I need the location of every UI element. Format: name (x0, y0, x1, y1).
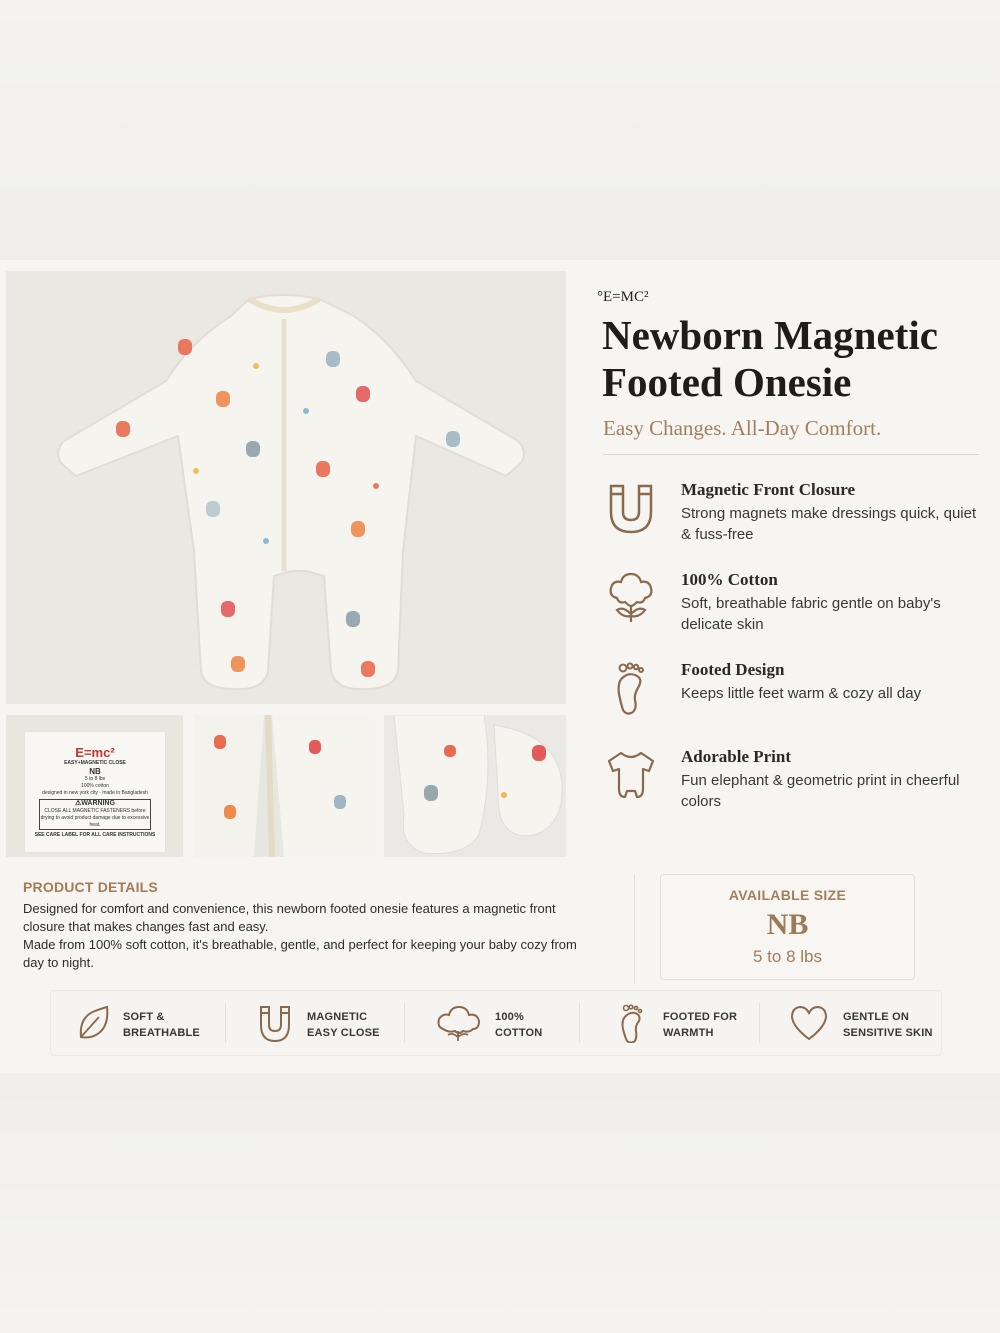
footprint-icon (617, 1003, 647, 1043)
magnet-icon (255, 1003, 295, 1043)
feature-magnetic-closure (603, 480, 993, 560)
badge-magnetic (255, 991, 405, 1055)
badge-label: SOFT & BREATHABLE (123, 1011, 200, 1039)
details-paragraph: Made from 100% soft cotton, it's breathable, gentle, and perfect for keeping your baby cozy from day to night. (23, 937, 577, 970)
badge-soft-breathable (73, 991, 223, 1055)
feature-name: Footed Design (681, 660, 785, 679)
tag-size: NB (89, 767, 101, 776)
clothing-tag (24, 731, 166, 853)
tag-line: EASY+MAGNETIC CLOSE (64, 760, 126, 766)
divider (603, 454, 979, 455)
tag-warning-text: CLOSE ALL MAGNETIC FASTENERS before drying to avoid product damage due to excessive heat. (40, 808, 150, 828)
badge-label: MAGNETIC EASY CLOSE (307, 1011, 380, 1039)
product-details-text (23, 900, 583, 972)
badge-separator (404, 1003, 405, 1043)
badge-separator (579, 1003, 580, 1043)
bottom-backdrop (0, 1073, 1000, 1333)
feature-description: Keeps little feet warm & cozy all day (681, 685, 922, 702)
badge-label: GENTLE ON SENSITIVE SKIN (843, 1011, 933, 1039)
cotton-cloud-icon (435, 1003, 481, 1043)
feature-print (603, 747, 993, 827)
feature-description: Fun elephant & geometric print in cheerful colors (681, 772, 960, 810)
feature-description: Soft, breathable fabric gentle on baby's delicate skin (681, 595, 941, 633)
size-value: NB (766, 908, 809, 941)
feature-cotton (603, 570, 993, 650)
size-range: 5 to 8 lbs (753, 947, 822, 966)
product-details-heading: PRODUCT DETAILS (23, 879, 158, 895)
main-product-photo[interactable] (6, 271, 566, 704)
product-title: Newborn Magnetic Footed Onesie (602, 312, 938, 405)
badge-separator (759, 1003, 760, 1043)
details-paragraph: Designed for comfort and convenience, this newborn footed onesie features a magnetic front closure that makes changes fast and easy. (23, 901, 556, 934)
feature-footed (603, 660, 993, 740)
available-size-box (660, 874, 915, 980)
leaf-icon (73, 1003, 113, 1043)
badge-cotton (435, 991, 585, 1055)
tag-warning-title: ⚠WARNING (74, 800, 116, 807)
tag-weight: 5 to 8 lbs (84, 776, 106, 782)
size-label: AVAILABLE SIZE (728, 887, 847, 903)
tag-logo: E=mc² (75, 745, 115, 760)
thumbnail-label-tag[interactable] (6, 715, 183, 857)
badge-separator (225, 1003, 226, 1043)
badge-gentle (789, 991, 939, 1055)
badge-label: FOOTED FOR WARMTH (663, 1011, 738, 1039)
tag-care: SEE CARE LABEL FOR ALL CARE INSTRUCTIONS (34, 832, 156, 838)
product-card (0, 260, 1000, 1073)
magnet-icon (603, 480, 659, 536)
section-divider (634, 874, 635, 984)
onesie-illustration (6, 271, 566, 704)
feature-name: Adorable Print (681, 747, 792, 766)
closure-illustration (194, 715, 374, 857)
feature-description: Strong magnets make dressings quick, quiet & fuss-free (681, 505, 977, 543)
badge-label: 100% COTTON (495, 1011, 543, 1039)
tag-fabric: 100% cotton (81, 783, 109, 789)
heart-icon (789, 1003, 829, 1043)
thumbnail-closure[interactable] (194, 715, 374, 857)
brand-logo: °E=MC² (597, 289, 649, 305)
benefit-badges (50, 990, 942, 1056)
thumbnail-feet[interactable] (384, 715, 566, 857)
feet-illustration (384, 715, 566, 857)
foot-icon (603, 660, 659, 716)
feature-name: 100% Cotton (681, 570, 778, 589)
feature-name: Magnetic Front Closure (681, 480, 856, 499)
onesie-icon (603, 747, 659, 803)
top-backdrop (0, 0, 1000, 260)
product-tagline: Easy Changes. All-Day Comfort. (603, 416, 882, 440)
cotton-flower-icon (603, 570, 659, 626)
badge-footed (617, 991, 767, 1055)
tag-origin: designed in new york city · made in Bangladesh (42, 790, 148, 796)
